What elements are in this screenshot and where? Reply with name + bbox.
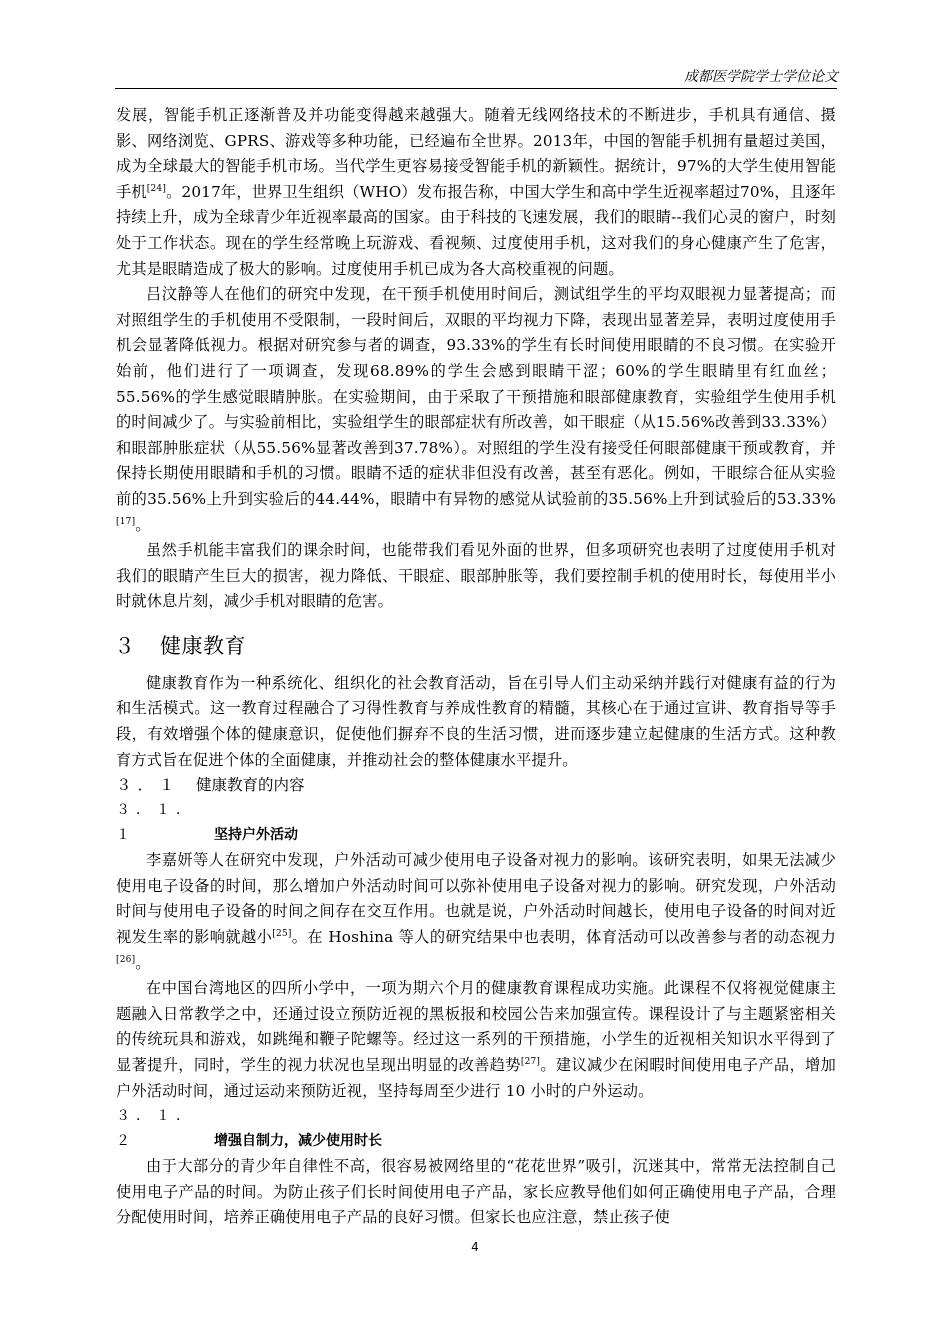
paragraph bbox=[116, 282, 836, 538]
paragraph bbox=[116, 538, 836, 615]
subsubsection-title: 坚持户外活动 bbox=[214, 827, 298, 844]
subsubsection-heading bbox=[116, 1104, 836, 1154]
text-run: 在中国台湾地区的四所小学中，一项为期六个月的健康教育课程成功实施。此课程不仅将视觉健康主题融入日常教学之中，还通过设立预防近视的黑板报和校园公告来加强宣传。课程设计了与主题紧密相关的传统玩具和游戏，如跳绳和鞭子陀螺等。经过这一系列的干预措施，小学生的近视相关知识水平得到了显著提升，同时，学生的视力状况也呈现出明显的改善趋势 bbox=[116, 979, 836, 1074]
subsubsection-number: ３．１．２ bbox=[116, 1108, 196, 1150]
paragraph bbox=[116, 976, 836, 1104]
citation-ref: [24] bbox=[146, 183, 167, 194]
text-run: 。在 Hoshina 等人的研究结果中也表明，体育活动可以改善参与者的动态视力 bbox=[291, 928, 836, 947]
text-run: 发展，智能手机正逐渐普及并功能变得越来越强大。随着无线网络技术的不断进步，手机具有通信、摄影、网络浏览、GPRS、游戏等多种功能，已经遍布全世界。2013年，中国的智能手机拥有量超过美国，成为全球最大的智能手机市场。当代学生更容易接受智能手机的新颖性。据统计，97%的大学生使用智能手机 bbox=[116, 106, 836, 201]
section-heading bbox=[114, 631, 836, 661]
paragraph bbox=[116, 103, 836, 282]
page-body bbox=[116, 103, 836, 1231]
paragraph: 健康教育作为一种系统化、组织化的社会教育活动，旨在引导人们主动采纳并践行对健康有益的行为和生活模式。这一教育过程融合了习得性教育与养成性教育的精髓，其核心在于通过宣讲、教育指导等手段，有效增强个体的健康意识，促使他们摒弃不良的生活习惯，进而逐步建立起健康的生活方式。这种教育方式旨在促进个体的全面健康，并推动社会的整体健康水平提升。 bbox=[116, 673, 836, 769]
text-run: 吕汶静等人在他们的研究中发现，在干预手机使用时间后，测试组学生的平均双眼视力显著提高；而对照组学生的手机使用不受限制，一段时间后，双眼的平均视力下降，表现出显著差异，表明过度使用手机会显著降低视力。根据对研究参与者的调查，93.33%的学生有长时间使用眼睛的不良习惯。在实验开始前，他们进行了一项调查，发现68.89%的学生会感到眼睛干涩；60%的学生眼睛里有红血丝；55.56%的学生感觉眼睛肿胀。在实验期间，由于采取了干预措施和眼部健康教育，实验组学生使用手机的时间减少了。与实验前相比，实验组学生的眼部症状有所改善，如干眼症（从15.56%改善到33.33%）和眼部肿胀症状（从55.56%显著改善到37.78%）。对照组的学生没有接受任何眼部健康干预或教育，并保持长期使用眼睛和手机的习惯。眼睛不适的症状非但没有改善，甚至有恶化。例如，干眼综合征从实验前的35.56%上升到实验后的44.44%，眼睛中有异物的感觉从试验前的35.56%上升到试验后的53.33% bbox=[116, 285, 836, 508]
citation-ref: [27] bbox=[520, 1056, 541, 1067]
subsection-number: ３．１ bbox=[116, 776, 181, 795]
text-run: 。 bbox=[135, 515, 151, 534]
subsubsection-title: 增强自制力，减少使用时长 bbox=[214, 1133, 382, 1150]
citation-ref: [17] bbox=[116, 516, 136, 527]
running-header: 成都医学院学士学位论文 bbox=[684, 69, 838, 85]
text-run: 。 bbox=[135, 953, 151, 972]
text-run: 李嘉妍等人在研究中发现，户外活动可减少使用电子设备对视力的影响。该研究表明，如果无法减少使用电子设备的时间，那么增加户外活动时间可以弥补使用电子设备对视力的影响。研究发现，户外活动时间与使用电子设备的时间之间存在交互作用。也就是说，户外活动时间越长，使用电子设备的时间对近视发生率的影响就越小 bbox=[116, 851, 836, 947]
page-number: 4 bbox=[471, 1240, 479, 1254]
subsubsection-number: ３．１．１ bbox=[116, 802, 196, 844]
paragraph bbox=[116, 848, 836, 976]
paragraph bbox=[116, 1154, 836, 1231]
text-run: 由于大部分的青少年自律性不高，很容易被网络里的“花花世界”吸引，沉迷其中，常常无法控制自己使用电子产品的时间。为防止孩子们长时间使用电子产品，家长应教导他们如何正确使用电子产品，合理分配使用时间，培养正确使用电子产品的良好习惯。但家长也应注意，禁止孩子使 bbox=[116, 1157, 836, 1227]
section-title: 健康教育 bbox=[160, 633, 246, 658]
citation-ref: [25] bbox=[272, 928, 292, 939]
subsection-heading bbox=[116, 773, 836, 798]
subsection-title: 健康教育的内容 bbox=[196, 776, 305, 795]
text-run: 。2017年，世界卫生组织（WHO）发布报告称，中国大学生和高中学生近视率超过70%，且逐年持续上升，成为全球青少年近视率最高的国家。由于科技的飞速发展，我们的眼睛--我们心灵的窗户，时刻处于工作状态。现在的学生经常晚上玩游戏、看视频、过度使用手机，这对我们的身心健康产生了危害，尤其是眼睛造成了极大的影响。过度使用手机已成为各大高校重视的问题。 bbox=[116, 182, 836, 278]
section-number: ３ bbox=[114, 633, 136, 658]
header-rule bbox=[115, 88, 837, 89]
text-run: 。建议减少在闲暇时间使用电子产品，增加户外活动时间，通过运动来预防近视，坚持每周至少进行 10 小时的户外运动。 bbox=[116, 1056, 836, 1100]
subsubsection-heading bbox=[116, 798, 836, 848]
citation-ref: [26] bbox=[116, 954, 136, 965]
text-run: 虽然手机能丰富我们的课余时间，也能带我们看见外面的世界，但多项研究也表明了过度使用手机对我们的眼睛产生巨大的损害，视力降低、干眼症、眼部肿胀等，我们要控制手机的使用时长，每使用半小时就休息片刻，减少手机对眼睛的危害。 bbox=[116, 541, 836, 611]
